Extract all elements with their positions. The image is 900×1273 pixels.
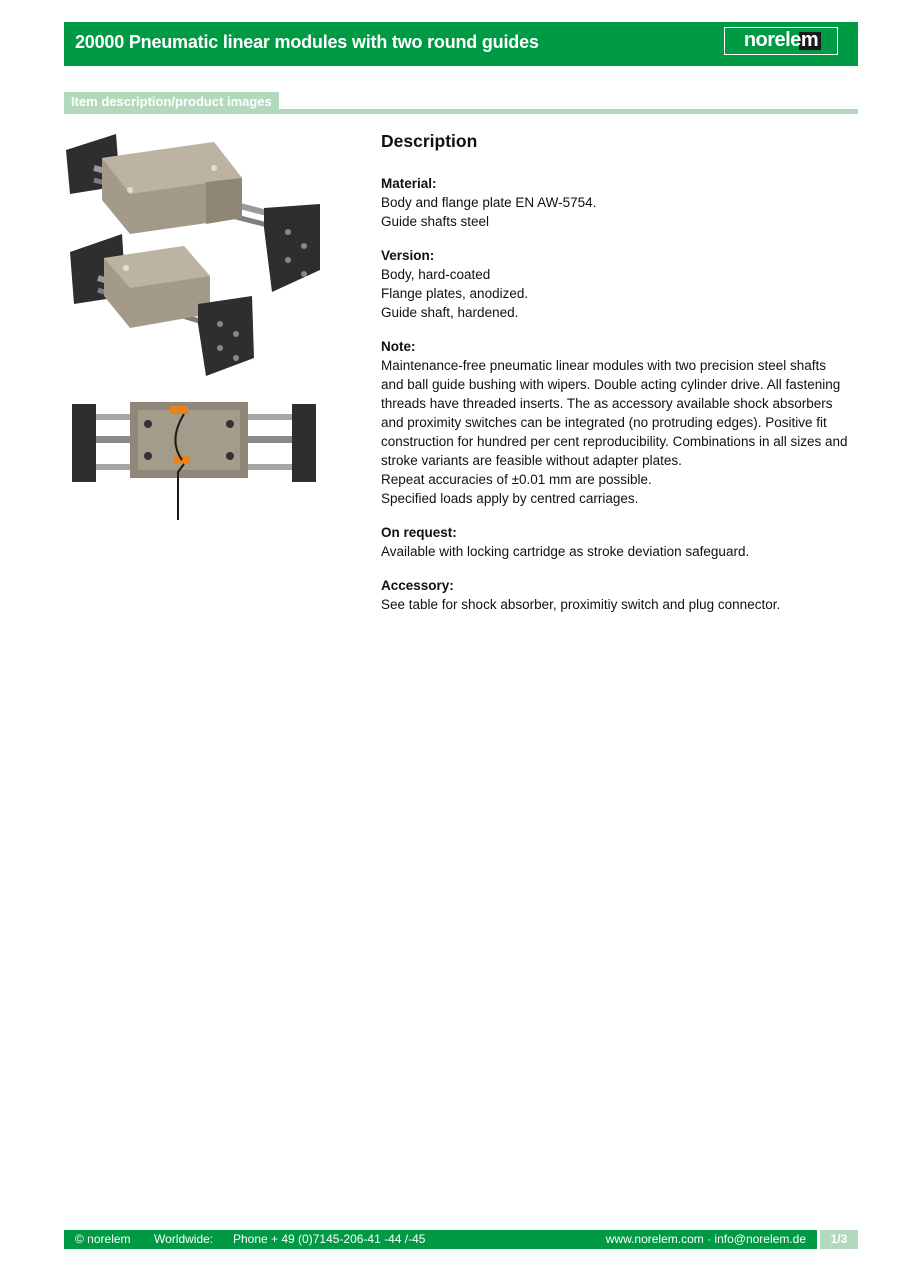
accessory-title: Accessory: [381, 578, 454, 593]
version-line: Flange plates, anodized. [381, 286, 529, 301]
note-line: Repeat accuracies of ±0.01 mm are possible. [381, 472, 652, 487]
norelem-logo [724, 27, 838, 55]
material-line: Guide shafts steel [381, 214, 490, 229]
description-section [381, 128, 851, 629]
version-line: Guide shaft, hardened. [381, 305, 519, 320]
material-line: Body and flange plate EN AW-5754. [381, 195, 597, 210]
section-label: Item description/product images [64, 92, 279, 111]
version-line: Body, hard-coated [381, 267, 491, 282]
footer-worldwide-label: Worldwide: [154, 1232, 214, 1246]
on-request-block [381, 523, 851, 561]
note-block [381, 337, 851, 508]
logo-text: norelem [743, 29, 819, 51]
product-image-modules-perspective [64, 128, 324, 378]
product-image-module-top-view [72, 400, 317, 528]
accessory-block [381, 576, 851, 614]
accessory-line: See table for shock absorber, proximitiy switch and plug connector. [381, 597, 781, 612]
version-block [381, 246, 851, 322]
on-request-title: On request: [381, 525, 457, 540]
page-number: 1/3 [820, 1230, 858, 1249]
footer-web-email[interactable]: www.norelem.com · info@norelem.de [605, 1232, 806, 1246]
note-title: Note: [381, 339, 416, 354]
page-title: 20000 Pneumatic linear modules with two round guides [75, 32, 539, 52]
version-title: Version: [381, 248, 435, 263]
description-heading: Description [381, 131, 478, 151]
material-block [381, 174, 851, 231]
page-header [64, 22, 858, 66]
footer-phone: Phone + 49 (0)7145-206-41 -44 /-45 [233, 1232, 426, 1246]
on-request-line: Available with locking cartridge as stroke deviation safeguard. [381, 544, 750, 559]
material-title: Material: [381, 176, 437, 191]
note-line: Specified loads apply by centred carriages. [381, 491, 639, 506]
note-paragraph: Maintenance-free pneumatic linear modules with two precision steel shafts and ball guide bushing with wipers. Double acting cylinder drive. All fastening threads have threaded inserts. The as accessory available shock absorbers and proximity switches can be integrated (no protruding edges). Positive fit construction for hundred per cent reproducibility. Combinations in all sizes and stroke variants are feasible without adapter plates. [381, 358, 848, 468]
page-footer [64, 1230, 817, 1249]
footer-copyright: © norelem [75, 1232, 131, 1246]
